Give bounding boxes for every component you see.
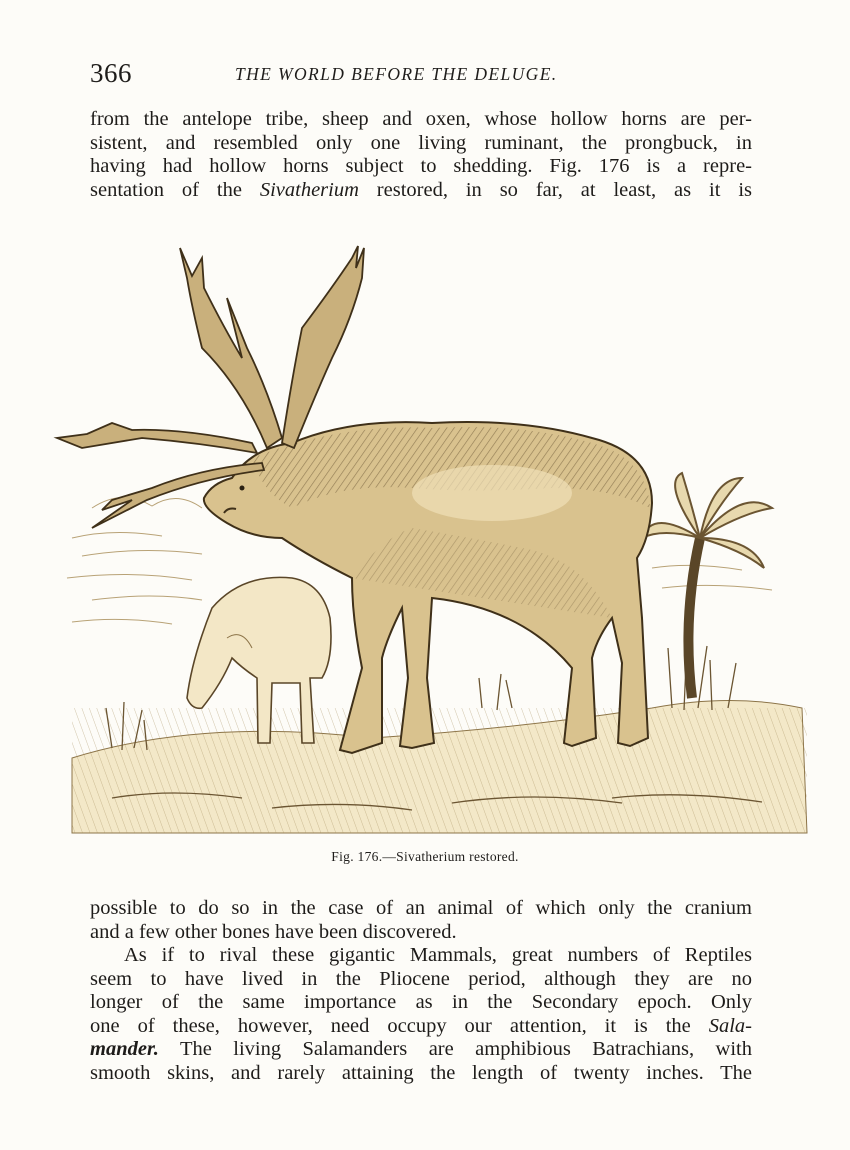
text-line: from the antelope tribe, sheep and oxen, whose hollow horns are per-	[90, 108, 752, 130]
text-run: one of these, however, need occupy our attention, it is the	[90, 1014, 709, 1037]
text-line: possible to do so in the case of an animal of which only the cranium	[90, 897, 752, 919]
paragraph-3	[90, 944, 752, 1086]
italic-term: Sivatherium	[259, 178, 359, 201]
figure-engraving	[52, 238, 812, 838]
text-line	[90, 1015, 752, 1039]
text-line: seem to have lived in the Pliocene period, although they are no	[90, 967, 752, 990]
text-run: sentation of the	[90, 178, 260, 201]
text-line	[90, 179, 752, 203]
running-title: THE WORLD BEFORE THE DELUGE.	[235, 64, 558, 84]
text-run: restored, in so far, at least, as it is	[358, 178, 752, 201]
italic-term: mander.	[90, 1038, 159, 1061]
text-line: having had hollow horns subject to shedding. Fig. 176 is a repre-	[90, 155, 752, 178]
text-run: The living Salamanders are amphibious Batrachians, with	[158, 1038, 752, 1061]
page-number: 366	[90, 58, 132, 88]
paragraph-1	[90, 108, 752, 202]
text-line: sistent, and resembled only one living ruminant, the prongbuck, in	[90, 131, 752, 154]
running-head	[90, 58, 752, 94]
text-line: and a few other bones have been discovered.	[90, 920, 457, 943]
text-line: As if to rival these gigantic Mammals, great numbers of Reptiles	[124, 944, 752, 966]
sivatherium-illustration	[52, 238, 812, 838]
italic-term: Sala-	[708, 1014, 752, 1037]
text-line: longer of the same importance as in the Secondary epoch. Only	[90, 991, 752, 1014]
text-line: smooth skins, and rarely attaining the length of twenty inches. The	[90, 1061, 752, 1084]
paragraph-2	[90, 897, 752, 944]
figure-caption: Fig. 176.—Sivatherium restored.	[331, 849, 519, 864]
text-line	[90, 1038, 752, 1062]
